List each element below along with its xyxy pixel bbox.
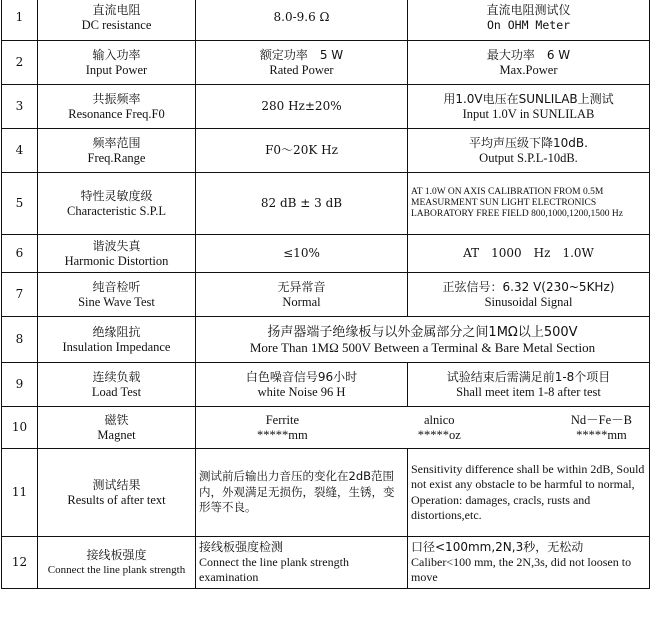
item-zh: 输入功率: [92, 47, 141, 62]
table-row: [2, 41, 650, 85]
value-cell: [196, 273, 408, 317]
cond-en: Sinusoidal Signal: [484, 294, 573, 309]
condition-cell: [408, 85, 650, 129]
item-cell: [38, 537, 196, 589]
value-cell: 8.0-9.6 Ω: [196, 0, 408, 41]
condition-cell: [408, 273, 650, 317]
magnet-unit: *****mm: [257, 427, 308, 442]
span-zh: 扬声器端子绝缘板与以外金属部分之间1MΩ以上500V: [267, 324, 578, 340]
value-en: Normal: [282, 294, 321, 309]
item-zh: 直流电阻: [92, 2, 141, 17]
condition-cell: [408, 449, 650, 537]
value-zh: 白色噪音信号96小时: [245, 369, 358, 384]
condition-cell: AT 1000 Hz 1.0W: [408, 235, 650, 273]
cond-en: On OHM Meter: [486, 17, 571, 32]
item-cell: [38, 0, 196, 41]
value-en: Connect the line plank strength examination: [199, 554, 349, 584]
table-row: [2, 173, 650, 235]
row-number: 6: [2, 235, 38, 273]
item-en: Connect the line plank strength: [47, 563, 186, 576]
table-row: [2, 407, 650, 449]
item-zh: 特性灵敏度级: [80, 188, 153, 203]
value-cell: [196, 363, 408, 407]
table-row: [2, 85, 650, 129]
spec-table: [1, 0, 650, 589]
row-number: 4: [2, 129, 38, 173]
magnet-unit: *****oz: [417, 427, 461, 442]
table-row: [2, 537, 650, 589]
cond-zh: 平均声压级下降10dB.: [469, 135, 588, 150]
item-cell: [38, 41, 196, 85]
magnet-ndfeb: [571, 413, 632, 443]
magnet-name: Nd－Fe－B: [570, 412, 632, 427]
item-en: Freq.Range: [87, 150, 146, 165]
item-en: Sine Wave Test: [78, 294, 155, 309]
value-cell: F0～20K Hz: [196, 129, 408, 173]
value-text: 测试前后输出力音压的变化在2dB范围内，外观满足无损伤，裂缝，生锈，变形等不良。: [199, 469, 395, 515]
cond-en: Output S.P.L-10dB.: [479, 150, 578, 165]
item-zh: 接线板强度: [86, 547, 147, 562]
item-en: Characteristic S.P.L: [67, 203, 166, 218]
item-en: Results of after text: [67, 492, 166, 507]
row-number: 9: [2, 363, 38, 407]
cond-zh: 最大功率 6 W: [486, 47, 571, 62]
item-zh: 频率范围: [92, 135, 141, 150]
item-cell: [38, 407, 196, 449]
magnet-alnico: [418, 413, 461, 443]
condition-cell: AT 1.0W ON AXIS CALIBRATION FROM 0.5M MEASURMENT SUN LIGHT ELECTRONICS LABORATORY FREE FIELD 800,1000,1200,1500 Hz: [408, 173, 650, 235]
item-cell: [38, 235, 196, 273]
row-number: 2: [2, 41, 38, 85]
row-number: 7: [2, 273, 38, 317]
magnet-cell: [196, 407, 650, 449]
item-en: Resonance Freq.F0: [68, 106, 165, 121]
table-row: [2, 449, 650, 537]
table-row: [2, 129, 650, 173]
cond-en: Input 1.0V in SUNLILAB: [462, 106, 595, 121]
item-cell: [38, 449, 196, 537]
item-en: DC resistance: [81, 17, 152, 32]
table-row: [2, 273, 650, 317]
condition-cell: [408, 129, 650, 173]
value-en: Rated Power: [269, 62, 334, 77]
condition-cell: [408, 363, 650, 407]
item-cell: [38, 317, 196, 363]
magnet-name: Ferrite: [265, 412, 300, 427]
cond-zh: 试验结束后需满足前1-8个项目: [446, 369, 611, 384]
value-cell: [196, 41, 408, 85]
cond-zh: 用1.0V电压在SUNLILAB上测试: [443, 91, 614, 106]
row-number: 10: [2, 407, 38, 449]
condition-cell: [408, 41, 650, 85]
item-en: Harmonic Distortion: [64, 253, 169, 268]
value-zh: 接线板强度检测: [199, 539, 284, 554]
item-cell: [38, 129, 196, 173]
magnet-list: [199, 413, 646, 443]
cond-en: Caliber<100 mm, the 2N,3s, did not loosen to move: [411, 554, 632, 584]
item-en: Magnet: [97, 427, 136, 442]
cond-en: Shall meet item 1-8 after test: [456, 384, 601, 399]
item-zh: 磁铁: [104, 412, 129, 427]
item-zh: 谐波失真: [92, 238, 141, 253]
item-cell: [38, 173, 196, 235]
item-cell: [38, 273, 196, 317]
table-row: [2, 317, 650, 363]
item-cell: [38, 85, 196, 129]
value-zh: 无异常音: [277, 279, 326, 294]
value-cell: ≤10%: [196, 235, 408, 273]
item-en: Insulation Impedance: [62, 339, 171, 354]
merged-condition-cell: [196, 317, 650, 363]
item-zh: 连续负载: [92, 369, 141, 384]
item-en: Load Test: [91, 384, 142, 399]
value-cell: [196, 537, 408, 589]
item-cell: [38, 363, 196, 407]
row-number: 5: [2, 173, 38, 235]
condition-cell: [408, 537, 650, 589]
item-zh: 共振频率: [92, 91, 141, 106]
table-row: [2, 235, 650, 273]
condition-cell: [408, 0, 650, 41]
row-number: 8: [2, 317, 38, 363]
value-en: white Noise 96 H: [257, 384, 346, 399]
value-cell: 280 Hz±20%: [196, 85, 408, 129]
item-zh: 纯音检听: [92, 279, 141, 294]
item-zh: 测试结果: [92, 477, 141, 492]
row-number: 11: [2, 449, 38, 537]
item-zh: 绝缘阻抗: [92, 324, 141, 339]
magnet-unit: *****mm: [576, 427, 627, 442]
magnet-ferrite: [257, 413, 308, 443]
item-en: Input Power: [85, 62, 148, 77]
value-zh: 额定功率 5 W: [259, 47, 344, 62]
cond-zh: 口径<100mm,2N,3秒，无松动: [411, 539, 584, 554]
span-en: More Than 1MΩ 500V Between a Terminal & Bare Metal Section: [249, 339, 596, 355]
table-row: [2, 363, 650, 407]
cond-en: Max.Power: [499, 62, 558, 77]
row-number: 3: [2, 85, 38, 129]
cond-text: Sensitivity difference shall be within 2dB, Sould not exist any obstacle to be harmful to normal, Operation: damages, cracls, rusts and distortions,etc.: [411, 461, 645, 522]
table-row: [2, 0, 650, 41]
value-cell: 82 dB ± 3 dB: [196, 173, 408, 235]
row-number: 1: [2, 0, 38, 41]
value-cell: [196, 449, 408, 537]
cond-zh: 正弦信号：6.32 V(230~5KHz): [442, 279, 615, 294]
magnet-name: alnico: [424, 412, 455, 427]
cond-zh: 直流电阻测试仪: [486, 2, 571, 17]
row-number: 12: [2, 537, 38, 589]
